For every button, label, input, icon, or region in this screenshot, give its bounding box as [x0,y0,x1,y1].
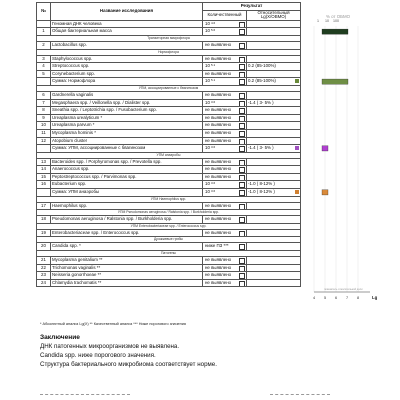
rel-cell [247,202,301,210]
table-row [37,91,301,99]
row-name: Chlamydia trachomatis ** [51,279,203,287]
chart-axis-label: Lg [372,295,378,300]
table-row [37,20,301,28]
section-label: Транзиторная микрофлора [37,35,301,41]
qty-cell [203,189,247,197]
row-number: 23 [37,272,51,280]
qty-exponent: 3.6 [211,181,216,186]
qty-cell [203,229,247,237]
rel-cell [247,70,301,78]
qty-exponent: 3.6 [211,99,216,104]
qty-cell [203,78,247,86]
table-row [37,129,301,137]
mark-box [239,217,245,223]
rel-cell [247,272,301,280]
qty-value: не выявлено [205,173,232,179]
row-number: 5 [37,70,51,78]
col-qty-header: Количественный [203,10,247,20]
mark-box [239,64,245,70]
conclusion-line: Candida spp. ниже порогового значения. [40,352,156,359]
rel-cell [247,137,301,145]
row-number: 22 [37,264,51,272]
signature-line [40,394,130,395]
row-name: Peptostreptococcus spp. / Parvimonas spp. [51,173,203,181]
row-name: Pseudomonas aeruginosa / Ralstonia spp. / Burkholderia spp. [51,216,203,224]
table-row [37,279,301,287]
table-row [37,70,301,78]
qty-value: не выявлено [205,122,232,128]
row-name: Atopobium cluster [51,137,203,145]
table-row [37,78,301,86]
table-row [37,216,301,224]
conclusion-line: ДНК патогенных микроорганизмов не выявлена. [40,343,180,350]
conclusion-line: Структура бактериального микробиома соответствует норме. [40,361,217,368]
table-row [37,257,301,265]
chart-bar [322,29,348,34]
row-number: 10 [37,122,51,130]
rel-cell [247,63,301,71]
rel-value: -1.4 ( 3- 5% ) [248,145,274,151]
table-row [37,229,301,237]
qty-value: не выявлено [205,279,232,285]
table-row [37,189,301,197]
footnote: * Абсолютный анализ Lg(X) ** Качественный анализ *** Ниже порогового значения [40,322,186,326]
row-number: 1 [37,28,51,36]
row-name: Enterobacteriaceae spp. / Enterococcus spp. [51,229,203,237]
qty-value: не выявлено [205,129,232,135]
row-name: Сумма: УПМ, ассоциированные с бвагинозом [51,145,203,153]
chart-top-tick: 100 [333,19,339,23]
qty-cell [203,243,247,251]
qty-cell [203,166,247,174]
row-name: Corynebacterium spp. [51,70,203,78]
mark-box [239,175,245,181]
row-number: 12 [37,137,51,145]
col-rel-header: Относительный Lg(X/OBMO) [247,10,301,20]
qty-exponent: 5.1 [211,78,216,83]
qty-cell [203,129,247,137]
qty-value: не выявлено [205,202,232,208]
results-table [36,2,301,287]
section-label: УПМ анаэробы [37,152,301,158]
rel-cell [247,122,301,130]
table-row [37,55,301,63]
row-number: 18 [37,216,51,224]
table-row [37,243,301,251]
table-row [37,202,301,210]
mark-box [239,146,245,152]
rel-cell [247,114,301,122]
row-name: Геномная ДНК человека [51,20,203,28]
section-label: УПМ, ассоциированные с бвагинозом [37,85,301,91]
qty-value: 10 [205,63,210,69]
qty-cell [203,114,247,122]
qty-exponent: 5.6 [211,28,216,33]
mark-box [239,123,245,129]
qty-value: не выявлено [205,114,232,120]
table-row [37,63,301,71]
qty-value: 10 [205,78,210,84]
row-number: 6 [37,91,51,99]
chart-bottom-tick: 7 [345,296,349,300]
date-line [270,394,330,395]
mark-box [239,167,245,173]
row-name: Bacteroides spp. / Porphyromonas spp. / Prevotella spp. [51,158,203,166]
rel-cell [247,99,301,107]
table-row [37,181,301,189]
chart-bottom-tick: 8 [356,296,360,300]
conclusion-heading: Заключение [40,334,80,341]
qty-value: 10 [205,99,210,105]
row-name: Candida spp. * [51,243,203,251]
row-name: Ureaplasma urealyticum * [51,114,203,122]
section-label: УПМ Haemophilus spp. [37,196,301,202]
qty-cell [203,99,247,107]
qty-cell [203,279,247,287]
qty-value: не выявлено [205,70,232,76]
table-row [37,158,301,166]
chart-bar [322,146,328,151]
qty-value: 10 [205,189,210,195]
mark-box [239,131,245,137]
mark-box [239,281,245,287]
row-number: 17 [37,202,51,210]
row-name: Streptococcus spp. [51,63,203,71]
row-number: 13 [37,158,51,166]
rel-cell [247,166,301,174]
qty-cell [203,202,247,210]
rel-value: 0.2 (85-100%) [248,78,276,84]
row-number: 24 [37,279,51,287]
chart-bottom-tick: 5 [323,296,327,300]
rel-cell [247,28,301,36]
row-number: 9 [37,114,51,122]
mark-box [239,116,245,122]
table-row [37,166,301,174]
qty-value: не выявлено [205,158,232,164]
row-name: Haemophilus spp. [51,202,203,210]
table-row [37,173,301,181]
row-number: 21 [37,257,51,265]
mark-box [239,204,245,210]
rel-cell [247,264,301,272]
qty-value: 10 [205,145,210,151]
qty-value: не выявлено [205,55,232,61]
qty-cell [203,216,247,224]
qty-value: не выявлено [205,272,232,278]
mark-box [239,182,245,188]
rel-cell [247,243,301,251]
row-name: Anaerococcus spp. [51,166,203,174]
rel-cell [247,189,301,197]
qty-cell [203,55,247,63]
rel-value: -1.0 ( 8-12% ) [248,181,275,187]
qty-value: не выявлено [205,264,232,270]
qty-value: не выявлено [205,257,232,263]
mark-box [239,190,245,196]
qty-cell [203,91,247,99]
rel-value: 0.2 (85-100%) [248,63,276,69]
row-name: Sneathia spp. / Leptotrichia spp. / Fusobacterium spp. [51,107,203,115]
row-number [37,78,51,86]
table-row [37,264,301,272]
rel-cell [247,181,301,189]
qty-exponent: 4.6 [211,20,216,25]
qty-cell [203,181,247,189]
distribution-chart [308,0,400,302]
row-number: 7 [37,99,51,107]
chart-caption: показатель относительной доли [324,288,363,291]
row-name: Сумма: Нормофлора [51,78,203,86]
rel-cell [247,216,301,224]
qty-cell [203,272,247,280]
mark-box [239,72,245,78]
row-name: Lactobacillus spp. [51,41,203,49]
row-name: Gardnerella vaginalis [51,91,203,99]
qty-cell [203,137,247,145]
mark-box [239,266,245,272]
chart-bottom-tick: 6 [334,296,338,300]
chart-top-tick: 1 [317,19,319,23]
rel-cell [247,279,301,287]
qty-value: не выявлено [205,41,232,47]
row-name: Mycoplasma hominis * [51,129,203,137]
qty-value: не выявлено [205,229,232,235]
qty-exponent: 3.6 [211,145,216,150]
row-name: Mycoplasma genitalium ** [51,257,203,265]
table-row [37,114,301,122]
row-number: 20 [37,243,51,251]
row-number: 2 [37,41,51,49]
mark-box [239,258,245,264]
mark-box [239,43,245,49]
row-name: Megasphaera spp. / Veillonella spp. / Dialister spp. [51,99,203,107]
mark-box [239,160,245,166]
rel-value: -1.4 ( 3- 5% ) [248,99,274,105]
row-number: 16 [37,181,51,189]
chart-bottom-tick: 4 [312,296,316,300]
mark-box [239,29,245,35]
table-row [37,272,301,280]
table-row [37,28,301,36]
chart-top-tick: 10 [325,19,329,23]
mark-box [239,231,245,237]
section-label: УПМ Pseudomonas aeruginosa / Ralstonia spp. / Burkholderia spp. [37,210,301,216]
row-number: 3 [37,55,51,63]
row-number [37,145,51,153]
chart-bar [322,79,348,84]
table-row [37,99,301,107]
rel-cell [247,158,301,166]
qty-cell [203,173,247,181]
table-row [37,145,301,153]
qty-value: ниже ПЗ *** [205,243,229,249]
rel-cell [247,145,301,153]
row-number: 11 [37,129,51,137]
qty-exponent: 5.1 [211,63,216,68]
mark-box [239,93,245,99]
mark-box [239,22,245,28]
row-name: Neisseria gonorrhoeae ** [51,272,203,280]
table-row [37,41,301,49]
qty-value: 10 [205,28,210,34]
section-label: Нормофлора [37,49,301,55]
row-number: 14 [37,166,51,174]
qty-value: не выявлено [205,216,232,222]
qty-cell [203,264,247,272]
color-swatch [295,190,299,194]
rel-cell [247,41,301,49]
mark-box [239,108,245,114]
qty-value: не выявлено [205,166,232,172]
chart-bar [322,190,328,195]
qty-cell [203,158,247,166]
row-number: 4 [37,63,51,71]
row-name: Сумма: УПМ анаэробы [51,189,203,197]
mark-box [239,101,245,107]
qty-value: не выявлено [205,107,232,113]
qty-value: не выявлено [205,91,232,97]
rel-cell [247,129,301,137]
rel-cell [247,107,301,115]
qty-cell [203,107,247,115]
col-result-header: Результат [203,3,301,11]
row-name: Eubacterium spp. [51,181,203,189]
rel-cell [247,55,301,63]
qty-cell [203,28,247,36]
table-row [37,137,301,145]
rel-cell [247,257,301,265]
mark-box [239,57,245,63]
row-number: 19 [37,229,51,237]
mark-box [239,139,245,145]
row-name: Staphylococcus spp. [51,55,203,63]
mark-box [239,273,245,279]
qty-exponent: 3.6 [211,189,216,194]
qty-cell [203,257,247,265]
rel-cell [247,91,301,99]
rel-cell [247,229,301,237]
col-name-header: Название исследования [51,3,203,21]
row-name: Ureaplasma parvum * [51,122,203,130]
results-body [37,20,301,287]
row-number [37,189,51,197]
rel-cell [247,20,301,28]
mark-box [239,244,245,250]
qty-cell [203,63,247,71]
row-number: 15 [37,173,51,181]
table-row [37,122,301,130]
qty-cell [203,122,247,130]
rel-cell [247,173,301,181]
qty-value: не выявлено [205,137,232,143]
qty-cell [203,145,247,153]
qty-value: 10 [205,20,210,26]
table-row [37,107,301,115]
chart-title: % от ОБМО [326,14,351,19]
row-name: Общая бактериальная масса [51,28,203,36]
mark-box [239,79,245,85]
col-num-header: № [37,3,51,21]
color-swatch [295,146,299,150]
section-label: Патогены [37,251,301,257]
row-name: Trichomonas vaginalis ** [51,264,203,272]
rel-value: -1.0 ( 8-12% ) [248,189,275,195]
color-swatch [295,79,299,83]
qty-value: 10 [205,181,210,187]
row-number: 8 [37,107,51,115]
qty-cell [203,41,247,49]
rel-cell [247,78,301,86]
section-label: УПМ Enterobacteriaceae spp. / Enterococcus spp. [37,223,301,229]
section-label: Дрожжевые грибы [37,237,301,243]
qty-cell [203,20,247,28]
row-number [37,20,51,28]
qty-cell [203,70,247,78]
